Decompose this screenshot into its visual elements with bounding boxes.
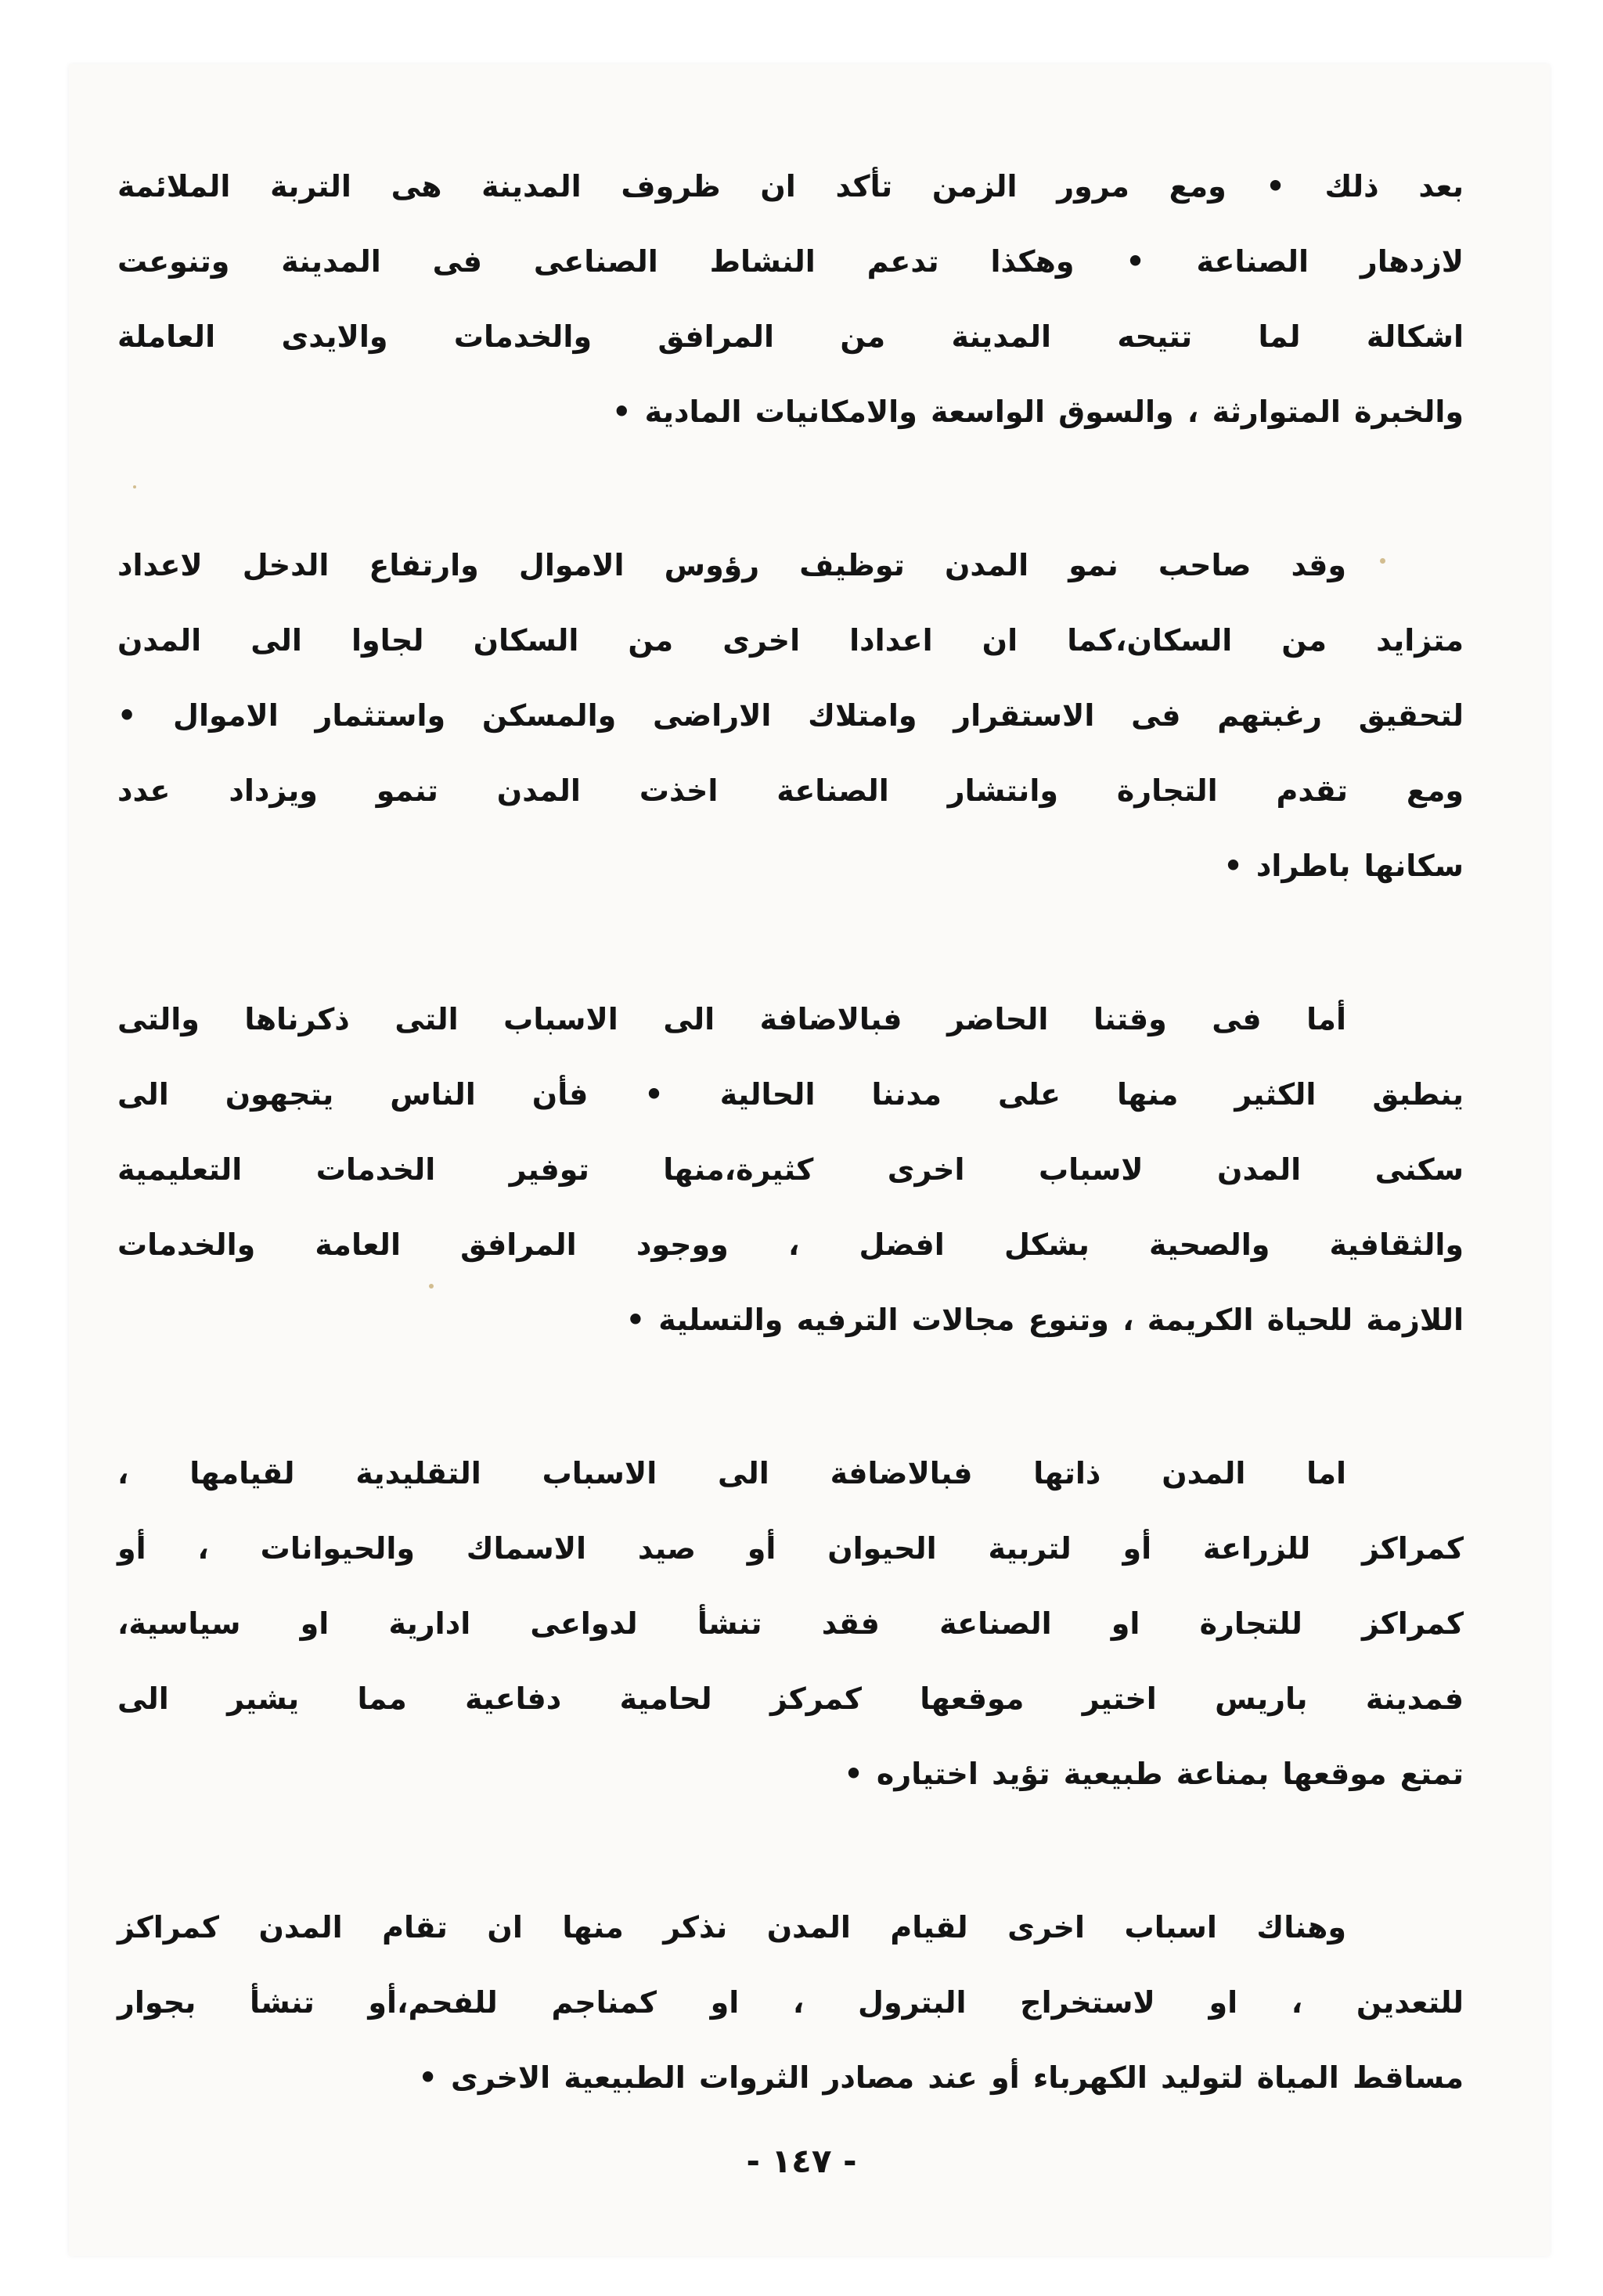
text-line: متزايد من السكان،كما ان اعدادا اخرى من السكان لجاوا الى المدن [117,623,1464,658]
paragraph-4 [117,1436,1464,1811]
text-line: والخبرة المتوارثة ، والسوق الواسعة والامكانيات المادية • [612,395,1464,429]
text-line: اشكالة لما تتيحه المدينة من المرافق والخدمات والايدى العاملة [117,319,1464,354]
text-line: اللازمة للحياة الكريمة ، وتنوع مجالات الترفيه والتسلية • [625,1303,1464,1337]
text-line: اما المدن ذاتها فبالاضافة الى الاسباب التقليدية لقيامها ، [117,1456,1346,1490]
text-line: وقد صاحب نمو المدن توظيف رؤوس الاموال وارتفاع الدخل لاعداد [117,548,1346,582]
text-line: كمراكز للزراعة أو لتربية الحيوان أو صيد الاسماك والحيوانات ، أو [117,1531,1464,1566]
text-line: للتعدين ، او لاستخراج البترول ، او كمناجم للفحم،أو تنشأ بجوار [117,1985,1464,2020]
paragraph-1 [117,149,1464,449]
text-line: بعد ذلك • ومع مرور الزمن تأكد ان ظروف المدينة هى التربة الملائمة [117,169,1464,204]
text-line: فمدينة باريس اختير موقعها كمركز لحامية دفاعية مما يشير الى [117,1681,1464,1716]
text-line: سكنى المدن لاسباب اخرى كثيرة،منها توفير الخدمات التعليمية [117,1152,1464,1187]
text-line: مساقط المياة لتوليد الكهرباء أو عند مصادر الثروات الطبيعية الاخرى • [418,2060,1464,2095]
paragraph-3 [117,982,1464,1357]
paragraph-5 [117,1890,1464,2115]
text-line: لتحقيق رغبتهم فى الاستقرار وامتلاك الاراضى والمسكن واستثمار الاموال • [117,698,1464,733]
page-body [117,149,1464,2193]
text-line: وهناك اسباب اخرى لقيام المدن نذكر منها ان تقام المدن كمراكز [117,1910,1346,1945]
text-line: كمراكز للتجارة او الصناعة فقد تنشأ لدواعى ادارية او سياسية، [117,1606,1464,1641]
paragraph-2 [117,528,1464,903]
text-line: لازدهار الصناعة • وهكذا تدعم النشاط الصناعى فى المدينة وتنوعت [117,244,1464,279]
text-line: تمتع موقعها بمناعة طبيعية تؤيد اختياره • [844,1757,1464,1791]
text-line: أما فى وقتنا الحاضر فبالاضافة الى الاسباب التى ذكرناها والتى [117,1002,1346,1036]
text-line: ينطبق الكثير منها على مدننا الحالية • فأن الناس يتجهون الى [117,1077,1464,1112]
text-line: والثقافية والصحية بشكل افضل ، ووجود المرافق العامة والخدمات [117,1227,1464,1262]
page-number: - ١٤٧ - [746,2142,857,2180]
text-line: ومع تقدم التجارة وانتشار الصناعة اخذت المدن تنمو ويزداد عدد [117,773,1464,808]
text-line: سكانها باطراد • [1223,849,1464,883]
